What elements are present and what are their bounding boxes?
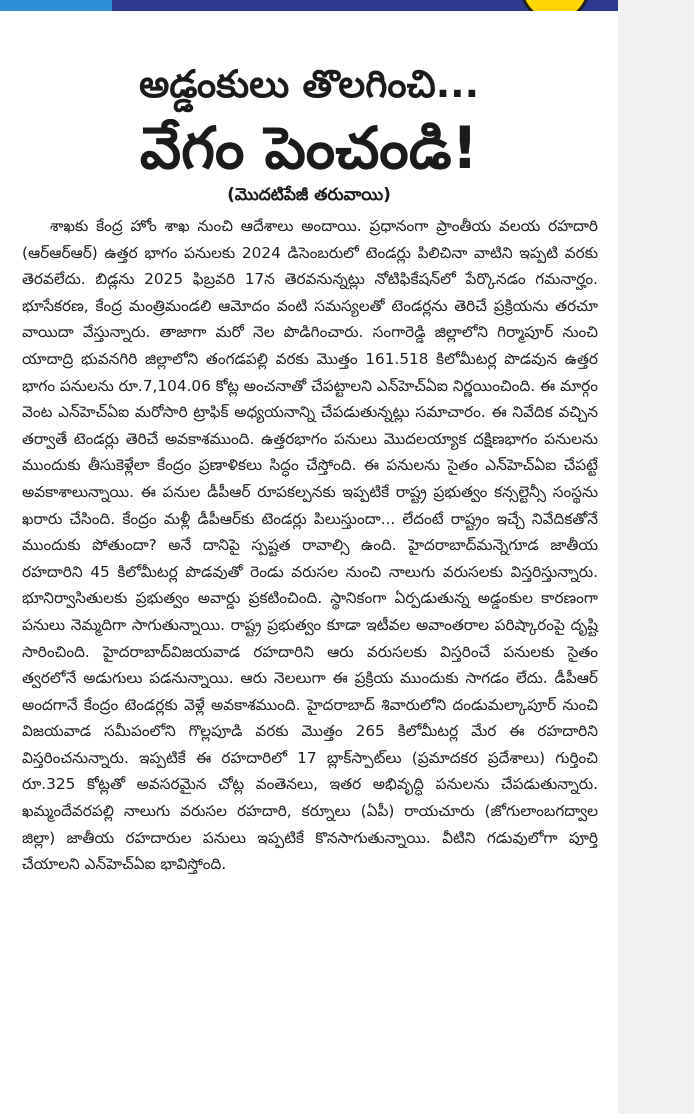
masthead-strip-accent (0, 0, 112, 11)
article-body: శాఖకు కేంద్ర హోం శాఖ నుంచి ఆదేశాలు అందాయి. ప్రధానంగా ప్రాంతీయ వలయ రహదారి (ఆర్‌ఆర్‌ఆర్) ఉత్తర భాగం పనులకు 2024 డిసెంబరులో టెండర్లు పిలిచినా వాటిని ఇప్పటి వరకు తెరవలేదు. బిడ్లను 2025 ఫిబ్రవరి 17న తెరవనున్నట్లు నోటిఫికేషన్‌లో పేర్కొనడం గమనార్హం. భూసేకరణ, కేంద్ర మంత్రిమండలి ఆమోదం వంటి సమస్యలతో టెండర్లను తెరిచే ప్రక్రియను తరచూ వాయిదా వేస్తున్నారు. తాజాగా మరో నెల పొడిగించారు. సంగారెడ్డి జిల్లాలోని గిర్మాపూర్ నుంచి యాదాద్రి భువనగిరి జిల్లాలోని తంగడపల్లి వరకు మొత్తం 161.518 కిలోమీటర్ల పొడవున ఉత్తర భాగం పనులను రూ.7,104.06 కోట్ల అంచనాతో చేపట్టాలని ఎన్‌హెచ్‌ఏఐ నిర్ణయించింది. ఈ మార్గం వెంట ఎన్‌హెచ్‌ఏఐ మరోసారి ట్రాఫిక్ అధ్యయనాన్ని చేపడుతున్నట్లు సమాచారం. ఈ నివేదిక వచ్చిన తర్వాతే టెండర్లు తెరిచే అవకాశముంది. ఉత్తరభాగం పనులు మొదలయ్యాక దక్షిణభాగం పనులను ముందుకు తీసుకెళ్లేలా కేంద్రం ప్రణాళికలు సిద్ధం చేస్తోంది. ఈ పనులను సైతం ఎన్‌హెచ్‌ఏఐ చేపట్టే అవకాశాలున్నాయి. ఈ పనుల డీపీఆర్ రూపకల్పనకు ఇప్పటికే రాష్ట్ర ప్రభుత్వం కన్సల్టెన్సీ సంస్థను ఖరారు చేసింది. కేంద్రం మళ్లీ డీపీఆర్‌కు టెండర్లు పిలుస్తుందా... లేదంటే రాష్ట్రం ఇచ్చే నివేదికతోనే ముందుకు పోతుందా? అనే దానిపై స్పష్టత రావాల్సి ఉంది. హైదరాబాద్‌మన్నెగూడ జాతీయ రహదారిని 45 కిలోమీటర్ల పొడవుతో రెండు వరుసల నుంచి నాలుగు వరుసలకు విస్తరిస్తున్నారు. భూనిర్వాసితులకు ప్రభుత్వం అవార్డు ప్రకటించింది. స్థానికంగా ఏర్పడుతున్న అడ్డంకుల కారణంగా పనులు నెమ్మదిగా సాగుతున్నాయి. రాష్ట్ర ప్రభుత్వం కూడా ఇటీవల అవాంతరాల పరిష్కారంపై దృష్టి సారించింది. హైదరాబాద్‌విజయవాడ రహదారిని ఆరు వరుసలకు విస్తరించే పనులకు సైతం త్వరలోనే అడుగులు పడనున్నాయి. ఆరు నెలలుగా ఈ ప్రక్రియ ముందుకు సాగడం లేదు. డీపీఆర్ అందగానే కేంద్రం టెండర్లకు వెళ్లే అవకాశముంది. హైదరాబాద్ శివారులోని దండుమల్కాపూర్ నుంచి విజయవాడ సమీపంలోని గొల్లపూడి వరకు మొత్తం 265 కిలోమీటర్ల మేర ఈ రహదారిని విస్తరించనున్నారు. ఇప్పటికే ఈ రహదారిలో 17 బ్లాక్‌స్పాట్‌లు (ప్రమాదకర ప్రదేశాలు) గుర్తించి రూ.325 కోట్లతో అవసరమైన చోట్ల వంతెనలు, ఇతర అభివృద్ధి పనులను చేపడుతున్నారు. ఖమ్మందేవరపల్లి నాలుగు వరుసల రహదారి, కర్నూలు (ఏపీ) రాయచూరు (జోగులాంబగద్వాల జిల్లా) జాతీయ రహదారుల పనులు ఇప్పటికే కొనసాగుతున్నాయి. వీటిని గడువులోగా పూర్తి చేయాలని ఎన్‌హెచ్‌ఏఐ భావిస్తోంది. (22, 217, 598, 874)
headline-line-1: అడ్డంకులు తొలగించి... (138, 62, 480, 106)
news-clipping (0, 11, 618, 1114)
continuation-note: (మొదటిపేజీ తరువాయి) (227, 185, 391, 205)
headline-line-2: వేగం పెంచండి! (139, 114, 479, 182)
page-margin (618, 0, 694, 1114)
